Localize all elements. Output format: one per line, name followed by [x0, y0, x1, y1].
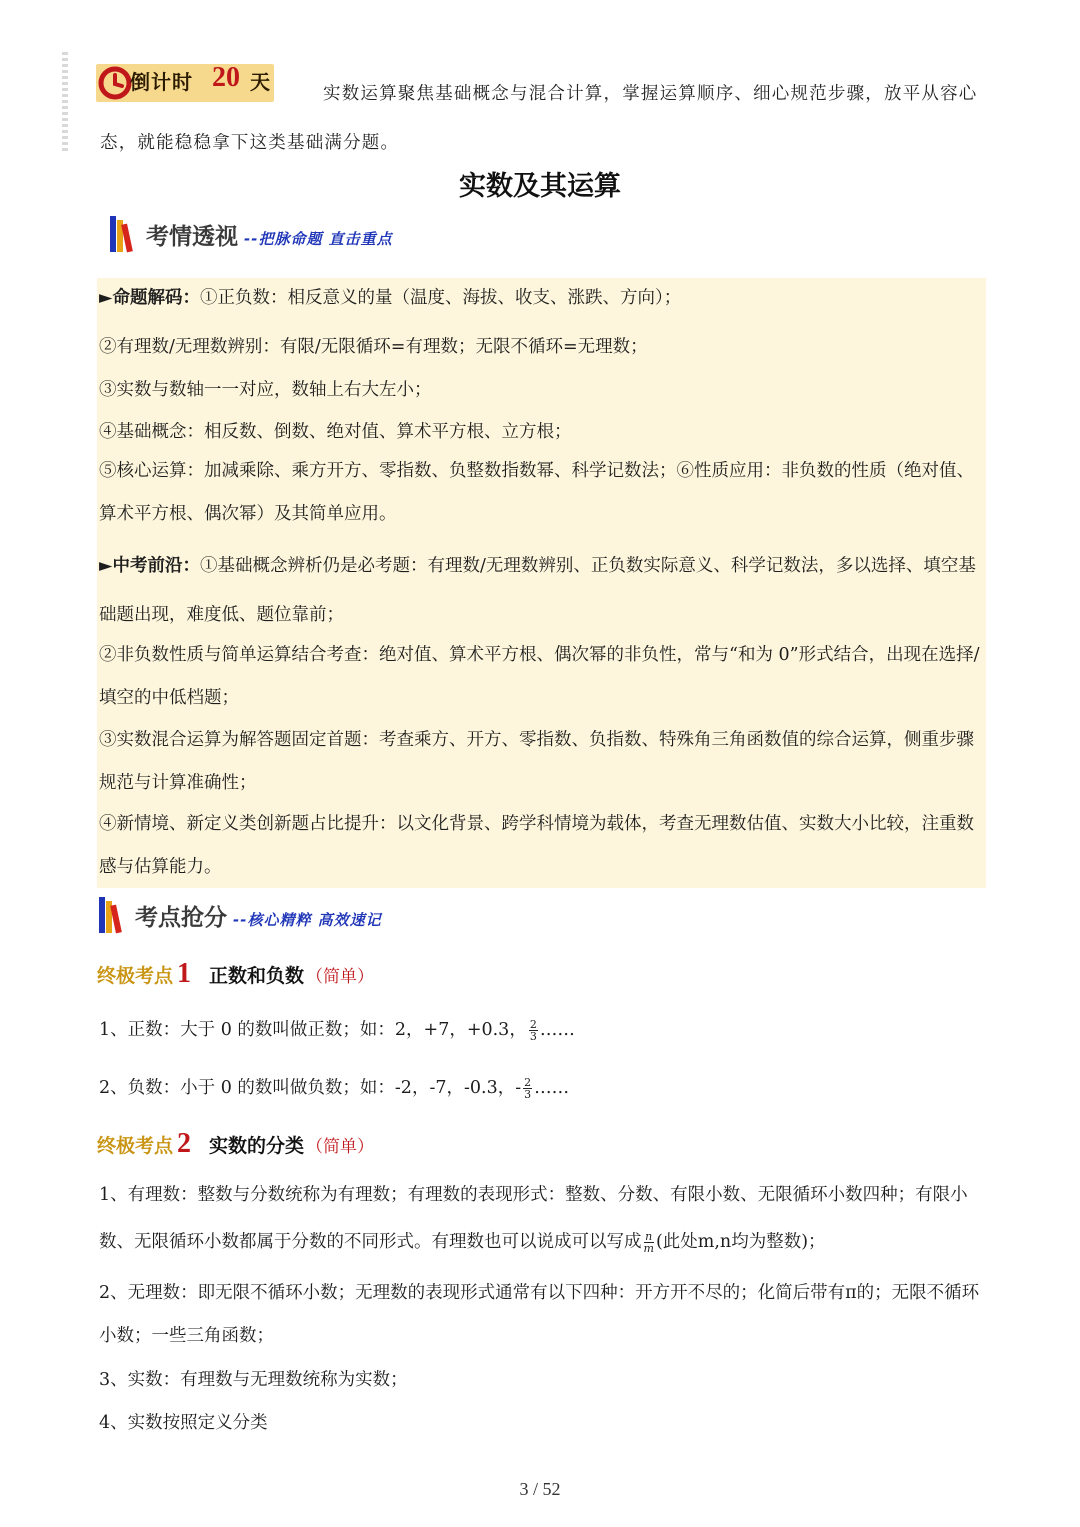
- section-heading-exam-analysis: [108, 212, 508, 256]
- decode-line-2: ②有理数/无理数辨别：有限/无限循环=有理数；无限不循环=无理数；: [99, 337, 648, 357]
- frontier-line-2: ②非负数性质与简单运算结合考查：绝对值、算术平方根、偶次幂的非负性，常与“和为 0”形式结合，出现在选择/填空的中低档题；: [99, 645, 980, 708]
- section-subtitle: --核心精粹 高效速记: [233, 911, 382, 929]
- real-number-classification: 4、实数按照定义分类: [99, 1413, 268, 1433]
- section-title: 考情透视: [146, 224, 238, 250]
- countdown-label: 倒计时: [130, 70, 193, 94]
- positive-number-definition: 1、正数：大于 0 的数叫做正数；如：2，+7，+0.3， $\frac{2}{3}$ ……: [99, 1018, 575, 1043]
- frontier-line-1: ►中考前沿：①基础概念辨析仍是必考题：有理数/无理数辨别、正负数实际意义、科学记数法，多以选择、填空基础题出现，难度低、题位靠前；: [99, 556, 976, 625]
- difficulty-tag: （简单）: [306, 967, 375, 987]
- decode-line-3: ③实数与数轴一一对应，数轴上右大左小；: [99, 380, 432, 400]
- section-subtitle: --把脉命题 直击重点: [244, 230, 393, 248]
- negative-number-definition: 2、负数：小于 0 的数叫做负数；如：-2，-7，-0.3，- $\frac{2}{3}$ ……: [99, 1076, 570, 1101]
- document-title: 实数及其运算: [459, 171, 621, 202]
- key-point-title: 正数和负数: [209, 965, 305, 987]
- rational-number-definition: 1、有理数：整数与分数统称为有理数；有理数的表现形式：整数、分数、有限小数、无限循环小数四种；有限小数、无限循环小数都属于分数的不同形式。有理数也可以说成可以写成 $\frac{n}{m}$ (此处m,n均为整数)；: [99, 1185, 968, 1255]
- key-point-label: 终极考点: [97, 1135, 174, 1157]
- section-heading-key-points: [97, 893, 497, 937]
- countdown-unit: 天: [250, 70, 270, 94]
- fraction: $\frac{2}{3}$: [524, 1076, 532, 1101]
- key-point-title: 实数的分类: [209, 1135, 305, 1157]
- key-point-1-heading: [97, 958, 374, 994]
- key-point-number: 1: [177, 958, 192, 989]
- key-point-2-heading: [97, 1128, 374, 1164]
- section-title: 考点抢分: [135, 905, 227, 931]
- real-number-definition: 3、实数：有理数与无理数统称为实数；: [99, 1370, 408, 1390]
- key-point-number: 2: [177, 1128, 192, 1159]
- decode-line-4: ④基础概念：相反数、倒数、绝对值、算术平方根、立方根；: [99, 422, 572, 442]
- difficulty-tag: （简单）: [306, 1137, 375, 1157]
- decode-label: ►命题解码：: [99, 288, 200, 308]
- frontier-line-4: ④新情境、新定义类创新题占比提升：以文化背景、跨学科情境为载体，考查无理数估值、实数大小比较，注重数感与估算能力。: [99, 814, 974, 877]
- countdown-days: 20: [212, 62, 240, 93]
- page-number: 3 / 52: [519, 1479, 561, 1499]
- irrational-number-definition: 2、无理数：即无限不循环小数；无理数的表现形式通常有以下四种：开方开不尽的；化简后带有π的；无限不循环小数；一些三角函数；: [99, 1283, 980, 1346]
- fraction: $\frac{n}{m}$: [643, 1230, 654, 1255]
- frontier-label: ►中考前沿：: [99, 556, 200, 576]
- intro-text: 实数运算聚焦基础概念与混合计算，掌握运算顺序、细心规范步骤，放平从容心态，就能稳稳拿下这类基础满分题。: [100, 84, 978, 153]
- decode-line-1: ►命题解码：①正负数：相反意义的量（温度、海拔、收支、涨跌、方向）；: [99, 288, 682, 308]
- fraction: $\frac{2}{3}$: [529, 1018, 537, 1043]
- books-icon: [108, 212, 142, 256]
- scan-edge: [62, 52, 68, 152]
- decode-line-5: ⑤核心运算：加减乘除、乘方开方、零指数、负整数指数幂、科学记数法；⑥性质应用：非负数的性质（绝对值、算术平方根、偶次幂）及其简单应用。: [99, 461, 974, 524]
- key-point-label: 终极考点: [97, 965, 174, 987]
- books-icon: [97, 893, 131, 937]
- frontier-line-3: ③实数混合运算为解答题固定首题：考查乘方、开方、零指数、负指数、特殊角三角函数值的综合运算，侧重步骤规范与计算准确性；: [99, 730, 974, 793]
